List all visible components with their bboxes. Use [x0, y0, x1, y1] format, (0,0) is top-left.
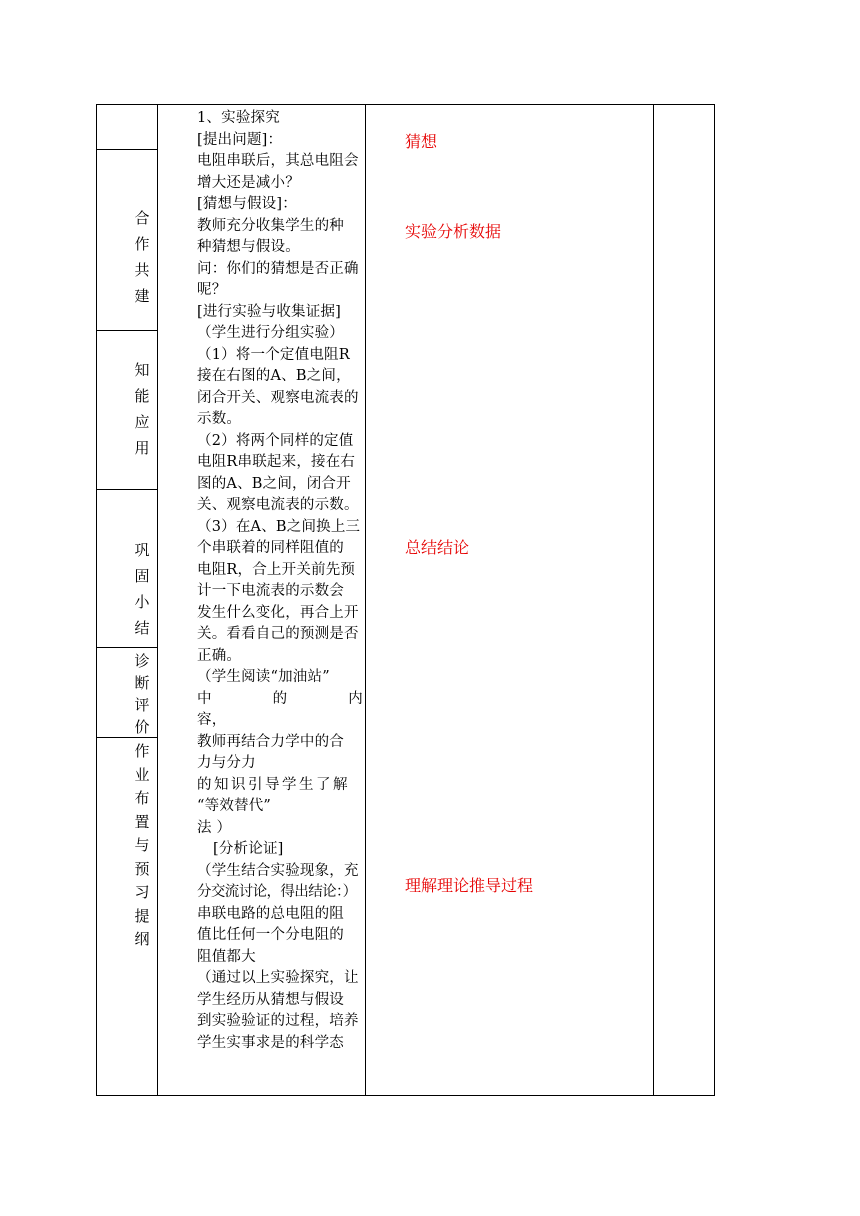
content-line: 呢？ [197, 282, 227, 298]
content-word: 的 [272, 690, 288, 707]
content-line: 分交流讨论，得出结论：） [197, 884, 357, 900]
content-line: 关、观察电流表的示数。 [197, 497, 359, 513]
label-char: 价 [134, 718, 150, 736]
label-char: 布 [134, 789, 150, 807]
note-conclusion: 总结结论 [405, 538, 470, 557]
content-line: 值比任何一个分电阻的 [197, 927, 344, 943]
column-divider-3 [653, 104, 654, 1096]
content-line: 电阻R串联起来，接在右 [197, 454, 356, 470]
content-line: 教师充分收集学生的种 [197, 217, 344, 234]
label-char: 巩 [134, 540, 150, 559]
content-line: 电阻R，合上开关前先预 [197, 561, 356, 578]
content-line: 闭合开关、观察电流表的 [197, 389, 359, 406]
table-border-left [96, 104, 97, 1096]
lesson-table [96, 104, 715, 1096]
content-line: 正确。 [197, 647, 242, 664]
lesson-content [197, 108, 363, 1054]
note-guess: 猜想 [405, 132, 438, 151]
label-char: 结 [134, 618, 150, 637]
content-line: [分析论证] [213, 841, 284, 857]
label-zhineng-yingyong [112, 356, 172, 461]
row-divider-3 [96, 489, 158, 490]
content-line: 关。看看自己的预测是否 [197, 626, 359, 642]
content-line: 学生实事求是的科学态 [197, 1034, 344, 1051]
label-char: 合 [134, 208, 150, 227]
content-line: “等效替代” [197, 798, 272, 814]
content-line-spread [197, 689, 363, 711]
content-line: 学生经历从猜想与假设 [197, 991, 344, 1008]
content-line: 1、实验探究 [197, 110, 280, 126]
content-line: 阻值都大 [197, 948, 256, 965]
content-word: 中 [197, 690, 212, 707]
label-char: 应 [134, 412, 150, 431]
content-line: （3）在A、B之间换上三 [197, 518, 361, 535]
label-char: 评 [134, 696, 150, 714]
label-char: 提 [134, 906, 150, 925]
content-line: （学生阅读“加油站” [197, 669, 330, 685]
label-char: 习 [134, 883, 150, 901]
content-line: 串联电路的总电阻的阻 [197, 905, 344, 922]
content-line: 个串联着的同样阻值的 [197, 540, 344, 556]
label-char: 预 [134, 859, 150, 878]
content-line: 电阻串联后，其总电阻会 [197, 153, 359, 169]
content-line: 问：你们的猜想是否正确 [197, 260, 359, 277]
content-line: （通过以上实验探究，让 [197, 970, 359, 986]
content-line: 到实验验证的过程，培养 [197, 1013, 359, 1029]
content-line: 容， [197, 712, 227, 728]
content-line: 接在右图的A、B之间， [197, 368, 351, 384]
label-char: 作 [134, 742, 150, 760]
label-char: 知 [134, 360, 150, 379]
content-line: 的知识引导学生了解 [197, 776, 350, 793]
label-char: 诊 [134, 652, 150, 670]
label-zhenduan-pingjia [112, 649, 172, 739]
content-line: [提出问题]： [197, 131, 283, 148]
label-char: 断 [134, 674, 150, 692]
label-char: 作 [134, 234, 150, 253]
content-line: 法 ） [197, 819, 232, 836]
label-char: 小 [134, 592, 150, 611]
label-char: 共 [134, 260, 150, 279]
content-line: [猜想与假设]： [197, 196, 297, 212]
table-border-bottom [96, 1095, 715, 1096]
label-char: 与 [134, 836, 150, 854]
label-char: 置 [134, 812, 150, 831]
content-line: （1）将一个定值电阻R [197, 346, 350, 363]
content-line: 图的A、B之间，闭合开 [197, 475, 351, 492]
content-line: 教师再结合力学中的合 [197, 733, 344, 750]
label-char: 用 [134, 438, 150, 457]
content-line: 种猜想与假设。 [197, 239, 300, 255]
label-gonggu-xiaojie [112, 536, 172, 641]
row-divider-2 [96, 330, 158, 331]
content-line: 增大还是减小？ [197, 174, 300, 191]
content-line: 发生什么变化，再合上开 [197, 604, 359, 621]
label-char: 建 [134, 286, 150, 305]
label-char: 能 [134, 386, 150, 405]
content-line: （2）将两个同样的定值 [197, 432, 354, 449]
content-line: 示数。 [197, 411, 242, 427]
content-line: （学生结合实验现象，充 [197, 862, 359, 879]
table-border-top [96, 104, 715, 105]
label-hezuo-gongjian [112, 204, 172, 309]
table-border-right [714, 104, 715, 1096]
content-line: （学生进行分组实验） [197, 325, 344, 341]
content-line: 计一下电流表的示数会 [197, 583, 344, 599]
content-line: 力与分力 [197, 755, 256, 771]
label-char: 纲 [134, 930, 150, 948]
label-zuoye-buzhi [112, 740, 172, 950]
content-word: 内 [348, 690, 363, 707]
note-experiment: 实验分析数据 [405, 222, 502, 241]
column-divider-2 [365, 104, 366, 1096]
label-char: 业 [134, 765, 150, 784]
row-divider-4 [96, 647, 158, 648]
note-theory: 理解理论推导过程 [405, 876, 534, 895]
content-line: [进行实验与收集证据] [197, 303, 342, 320]
row-divider-1 [96, 149, 158, 150]
label-char: 固 [134, 566, 150, 585]
